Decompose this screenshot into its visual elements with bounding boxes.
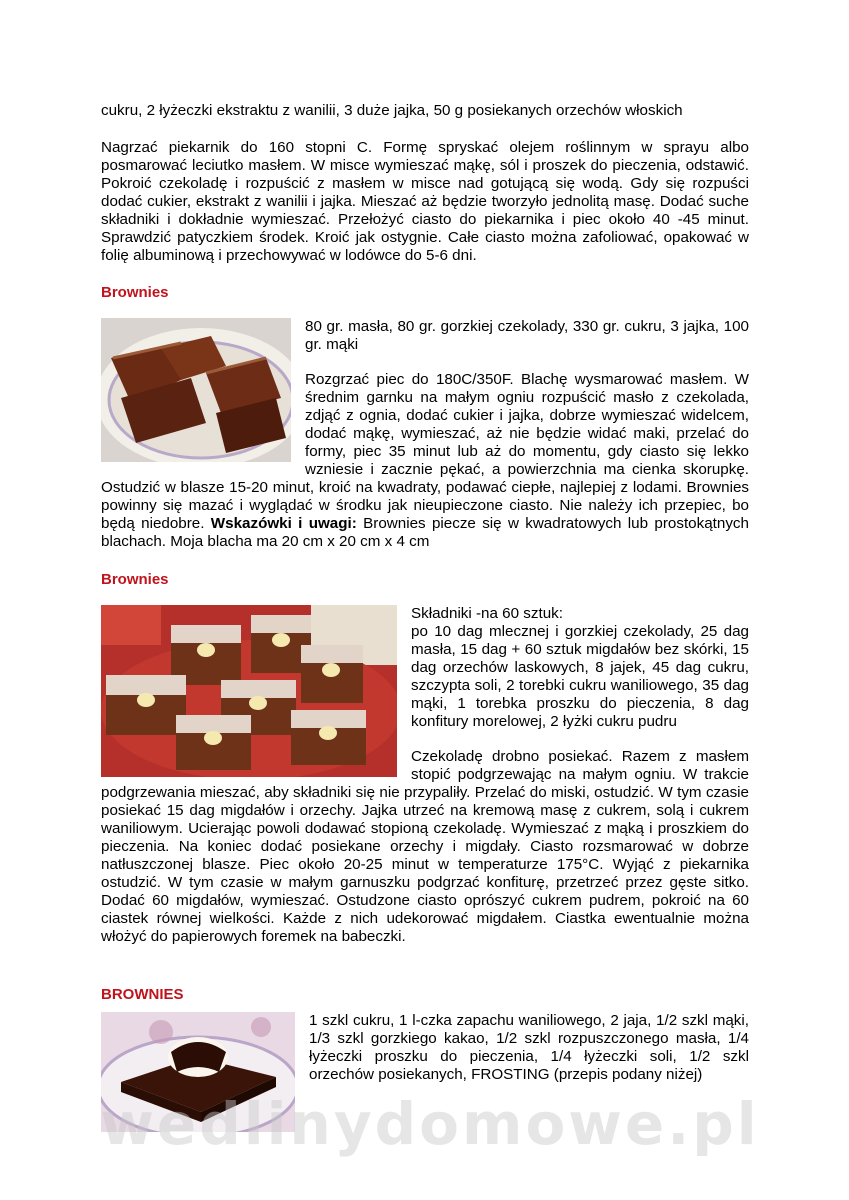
recipe-3-photo	[101, 1012, 295, 1132]
recipe-1-photo	[101, 318, 291, 462]
recipe-1-title: Brownies	[101, 284, 169, 301]
recipe-2-method: Czekoladę drobno posiekać. Razem z masłem stopić podgrzewając na małym ogniu. W trakcie podgrzewania mieszać, aby składniki się nie przypaliły. Przelać do miski, ostudzić. W tym czasie posiekać 15 dag migdałów i orzechy. Jajka utrzeć na kremową masę z cukrem, solą i cukrem waniliowym. Ucierając powoli dodawać stopioną czekoladę. Wymieszać z mąką i proszkiem do pieczenia. Na koniec dodać posiekane orzechy i migdały. Ciasto rozsmarować w dobrze natłuszczonej blasze. Piec około 20-25 minut w temperaturze 175°C. Wyjąć z piekarnika ostudzić. W tym czasie w małym garnuszku podgrzać konfiturę, przetrzeć przez gęste sitko. Dodać 60 migdałów, wymieszać. Ostudzone ciasto oprószyć cukrem pudrem, pokroić na 60 ciastek równej wielkości. Każde z nich udekorować migdałem. Ciastka ewentualnie można włożyć do papierowych foremek na babeczki.	[101, 748, 749, 945]
recipe-1-method-text: Rozgrzać piec do 180C/350F. Blachę wysmarować masłem. W średnim garnku na małym ogniu rozpuścić masło z czekolada, zdjąć z ognia, dodać cukier i jajka, dobrze wymieszać widelcem, dodać mąkę, wymieszać, aż nie będzie widać maki, przelać do formy, piec 35 minut lub aż do momentu, gdy ciasto się lekko wzniesie i zacznie pękać, a powierzchnia ma cienka skorupkę. Ostudzić w blasze 15-20 minut, kroić na kwadraty, podawać ciepłe, najlepiej z lodami. Brownies powinny się mazać i wyglądać w środku jak nieupieczone ciasto. Nie należy ich przepiec, bo będą niedobre.	[101, 371, 749, 532]
brownie-squares-image	[101, 605, 397, 777]
recipe-2-section	[101, 605, 749, 963]
recipe-1-section	[101, 318, 749, 568]
brownie-with-ice-cream-image	[101, 1012, 295, 1132]
recipe-2-ingredients: po 10 dag mlecznej i gorzkiej czekolady, 25 dag masła, 15 dag + 60 sztuk migdałów bez skórki, 15 dag orzechów laskowych, 8 jajek, 45 dag cukru, szczypta soli, 2 torebki cukru waniliowego, 35 dag mąki, 1 torebka proszku do pieczenia, 8 dag konfitury morelowej, 2 łyżki cukru pudru	[411, 623, 749, 730]
recipe-2-ingredients-header: Składniki -na 60 sztuk:	[411, 605, 563, 622]
recipe-3-ingredients: 1 szkl cukru, 1 l-czka zapachu waniliowego, 2 jaja, 1/2 szkl mąki, 1/3 szkl gorzkiego kakao, 1/2 szkl rozpuszczonego masła, 1/4 łyżeczki proszku do pieczenia, 1/4 łyżeczki soli, 1/2 szkl orzechów posiekanych, FROSTING (przepis podany niżej)	[309, 1012, 749, 1083]
brownies-plate-image	[101, 318, 291, 462]
recipe-1-tips-label: Wskazówki i uwagi:	[210, 515, 357, 532]
recipe-3-title: BROWNIES	[101, 986, 184, 1003]
intro-ingredients-line: cukru, 2 łyżeczki ekstraktu z wanilii, 3 duże jajka, 50 g posiekanych orzechów włoskich	[101, 102, 683, 119]
recipe-3-section	[101, 1012, 749, 1138]
watermark-text: wedlinydomowe.pl	[100, 1090, 760, 1158]
recipe-1-ingredients: 80 gr. masła, 80 gr. gorzkiej czekolady, 330 gr. cukru, 3 jajka, 100 gr. mąki	[305, 318, 749, 353]
recipe-2-photo	[101, 605, 397, 777]
recipe-2-title: Brownies	[101, 571, 169, 588]
intro-method-paragraph: Nagrzać piekarnik do 160 stopni C. Formę spryskać olejem roślinnym w sprayu albo posmarować leciutko masłem. W misce wymieszać mąkę, sól i proszek do pieczenia, odstawić. Pokroić czekoladę i rozpuścić z masłem w misce nad gotującą się wodą. Gdy się rozpuści dodać cukier, ekstrakt z wanilii i jajka. Mieszać aż będzie tworzyło jednolitą masę. Dodać suche składniki i dokładnie wymieszać. Przełożyć ciasto do piekarnika i piec około 40 -45 minut. Sprawdzić patyczkiem środek. Kroić jak ostygnie. Całe ciasto można zafoliować, opakować w folię albuminową i przechowywać w lodówce do 5-6 dni.	[101, 139, 749, 264]
recipe-1-tips-text: Brownies piecze się w kwadratowych lub prostokątnych blachach. Moja blacha ma 20 cm x 20 cm x 4 cm	[101, 515, 749, 550]
